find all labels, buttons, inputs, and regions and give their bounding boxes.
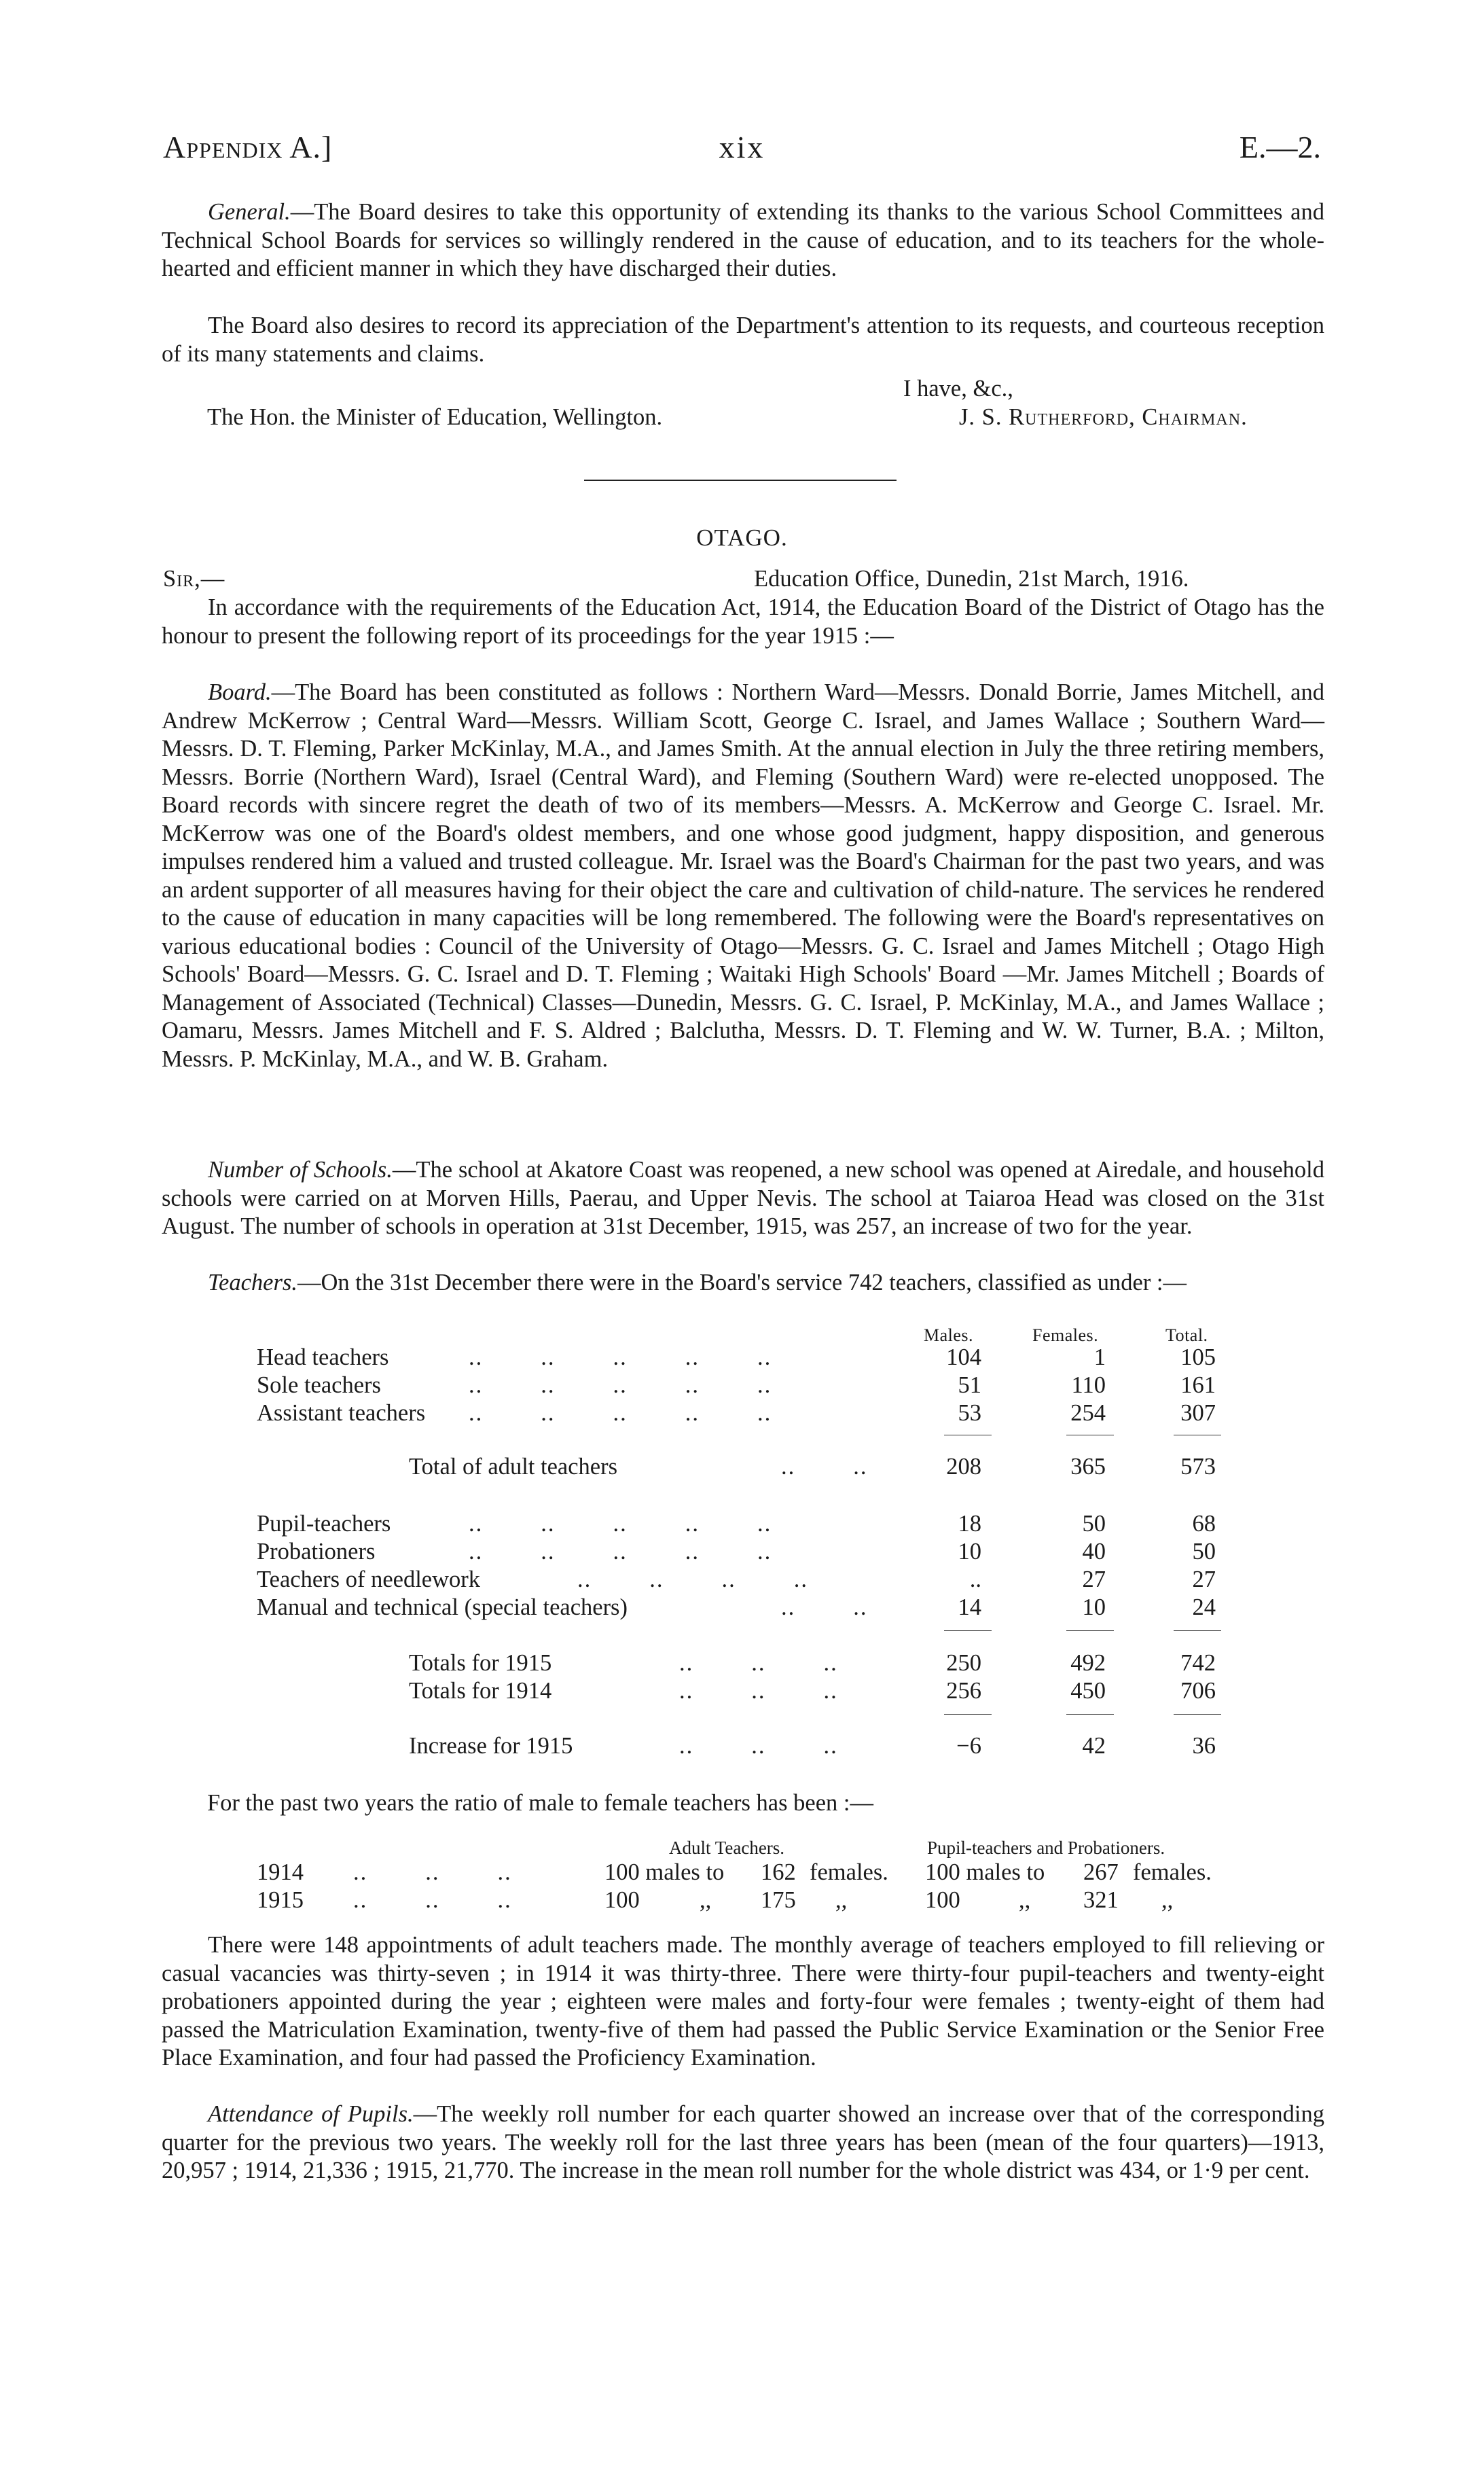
cell-females: 492 bbox=[1070, 1650, 1106, 1676]
intro-paragraph: In accordance with the requirements of the Education Act, 1914, the Education Board of the District of Otago has the honour to present the following report of its proceedings for the year 1915 :— bbox=[162, 594, 1324, 649]
leader-dots: .. .. .. .. .. bbox=[469, 1344, 772, 1370]
ratio-ditto: ,, bbox=[1161, 1887, 1174, 1913]
cell-total: 706 bbox=[1180, 1678, 1216, 1704]
cell-total: 307 bbox=[1180, 1400, 1216, 1426]
row-label: Teachers of needlework bbox=[257, 1567, 480, 1592]
ratio-ditto: ,, bbox=[835, 1887, 848, 1913]
row-label: Probationers bbox=[257, 1539, 376, 1564]
cell-total: 68 bbox=[1192, 1511, 1216, 1537]
cell-females: 10 bbox=[1082, 1594, 1106, 1620]
ratio-pupil-unit: females. bbox=[1133, 1859, 1212, 1885]
row-label: Manual and technical (special teachers) bbox=[257, 1594, 628, 1620]
cell-total: 27 bbox=[1192, 1567, 1216, 1592]
row-label: Pupil-teachers bbox=[257, 1511, 391, 1537]
board-text: —The Board has been constituted as follows : Northern Ward—Messrs. Donald Borrie, James Mitchell, and Andrew McKerrow ; Central Ward—Messrs. William Scott, George C. Israel, and James Wallace ; Southern Ward—Messrs. D. T. Fleming, Parker McKinlay, M.A., and James Smith. At the annual election in July the three retiring members, Messrs. Borrie (Northern Ward), Israel (Central Ward), and Fleming (Southern Ward) were re-elected unopposed. The Board records with sincere regret the death of two of its members—Messrs. A. McKerrow and George C. Israel. Mr. McKerrow was one of the Board's oldest members, and one whose good judgment, happy disposition, and generous impulses rendered him a valued and trusted colleague. Mr. Israel was the Board's Chairman for the past two years, and was an ardent supporter of all measures having for their object the care and cultivation of child-nature. The services he rendered to the cause of education in many capacities will be long remembered. The following were the Board's representatives on various educational bodies : Council of the University of Otago—Messrs. G. C. Israel and James Mitchell ; Otago High Schools' Board—Messrs. G. C. Israel and D. T. Fleming ; Waitaki High Schools' Board —Mr. James Mitchell ; Boards of Management of Associated (Technical) Classes—Dunedin, Messrs. G. C. Israel, P. McKinlay, M.A., and James Wallace ; Oamaru, Messrs. James Mitchell and F. S. Aldred ; Balclutha, Messrs. D. T. Fleming and W. W. Turner, B.A. ; Milton, Messrs. P. McKinlay, M.A., and W. B. Graham. bbox=[162, 679, 1324, 1072]
row-label-increase: Increase for 1915 bbox=[409, 1733, 573, 1759]
signatory: J. S. Rutherford, Chairman. bbox=[959, 404, 1248, 430]
appointments-paragraph: There were 148 appointments of adult teachers made. The monthly average of teachers employed to fill relieving or casual vacancies was thirty-seven ; in 1914 it was thirty-three. There were thirty-four pupil-teachers and twenty-eight probationers appointed during the year ; eighteen were males and forty-four were females ; twenty-eight of them had passed the Matriculation Examination, twenty-five of them had passed the Public Service Examination or the Senior Free Place Examination, and four had passed the Proficiency Examination. bbox=[162, 1932, 1324, 2071]
cell-females: 1 bbox=[1093, 1344, 1106, 1370]
schools-paragraph bbox=[162, 1156, 1324, 1241]
cell-females: 254 bbox=[1070, 1400, 1106, 1426]
leader-dots: .. .. .. bbox=[353, 1859, 512, 1885]
header-appendix: Appendix A.] bbox=[163, 130, 333, 164]
cell-males: −6 bbox=[956, 1733, 981, 1759]
cell-males: 51 bbox=[958, 1372, 981, 1398]
cell-females: 50 bbox=[1082, 1511, 1106, 1537]
otago-heading: OTAGO. bbox=[696, 524, 788, 551]
ratio-adult-males: 100 males to bbox=[604, 1859, 725, 1885]
cell-total: 161 bbox=[1180, 1372, 1216, 1398]
section-divider bbox=[584, 480, 897, 481]
leader-dots: .. .. .. .. bbox=[577, 1567, 808, 1592]
cell-females: 450 bbox=[1070, 1678, 1106, 1704]
cell-total: 50 bbox=[1192, 1539, 1216, 1564]
subtotal-rule bbox=[1066, 1630, 1114, 1631]
cell-total: 24 bbox=[1192, 1594, 1216, 1620]
cell-males: 14 bbox=[958, 1594, 981, 1620]
leader-dots: .. .. .. bbox=[353, 1887, 512, 1913]
cell-total: 105 bbox=[1180, 1344, 1216, 1370]
ratio-adult-males: 100 bbox=[604, 1887, 640, 1913]
ratio-year: 1914 bbox=[257, 1859, 304, 1885]
teachers-text: —On the 31st December there were in the Board's service 742 teachers, classified as under :— bbox=[297, 1270, 1187, 1295]
row-label: Assistant teachers bbox=[257, 1400, 426, 1426]
board-label: Board. bbox=[208, 679, 272, 705]
cell-males: 104 bbox=[946, 1344, 981, 1370]
cell-males: 18 bbox=[958, 1511, 981, 1537]
cell-males: 208 bbox=[946, 1454, 981, 1480]
header-paper-code: E.—2. bbox=[1239, 130, 1321, 164]
general-paragraph bbox=[162, 198, 1324, 283]
teachers-label: Teachers. bbox=[208, 1270, 297, 1295]
cell-females: 110 bbox=[1071, 1372, 1106, 1398]
cell-males: 250 bbox=[946, 1650, 981, 1676]
dateline: Education Office, Dunedin, 21st March, 1916. bbox=[754, 566, 1189, 592]
cell-females: 365 bbox=[1070, 1454, 1106, 1480]
ratio-pupil-males: 100 bbox=[925, 1887, 960, 1913]
addressee: The Hon. the Minister of Education, Wellington. bbox=[207, 404, 663, 430]
subtotal-rule bbox=[1174, 1630, 1221, 1631]
row-label: Head teachers bbox=[257, 1344, 389, 1370]
leader-dots: .. .. bbox=[781, 1594, 868, 1620]
leader-dots: .. .. .. bbox=[679, 1678, 838, 1704]
cell-total: 573 bbox=[1180, 1454, 1216, 1480]
subtotal-rule bbox=[944, 1630, 992, 1631]
ratio-adult-females: 162 bbox=[761, 1859, 796, 1885]
general-text: —The Board desires to take this opportunity of extending its thanks to the various School Committees and Technical School Boards for services so willingly rendered in the cause of education, and to its teachers for the whole-hearted and efficient manner in which they have discharged their duties. bbox=[162, 199, 1324, 281]
cell-males: 10 bbox=[958, 1539, 981, 1564]
subtotal-rule bbox=[1174, 1714, 1221, 1715]
header-page-number: xix bbox=[719, 130, 765, 164]
cell-females: 40 bbox=[1082, 1539, 1106, 1564]
leader-dots: .. .. bbox=[781, 1454, 868, 1480]
ratio-pupil-females: 267 bbox=[1083, 1859, 1119, 1885]
col-males: Males. bbox=[924, 1325, 974, 1345]
ratio-adult-unit: females. bbox=[810, 1859, 888, 1885]
subtotal-rule bbox=[944, 1714, 992, 1715]
attendance-label: Attendance of Pupils. bbox=[208, 2101, 414, 2127]
subtotal-rule bbox=[1066, 1714, 1114, 1715]
ratio-col-adult: Adult Teachers. bbox=[669, 1838, 785, 1858]
teachers-paragraph bbox=[162, 1269, 1324, 1298]
row-label-total: Totals for 1914 bbox=[409, 1678, 552, 1704]
attendance-paragraph bbox=[162, 2100, 1324, 2185]
running-header bbox=[163, 129, 1321, 183]
cell-females: 27 bbox=[1082, 1567, 1106, 1592]
attendance-text: —The weekly roll number for each quarter showed an increase over that of the corresponding quarter for the previous two years. The weekly roll for the last three years has been (mean of the four quarters)—1913, 20,957 ; 1914, 21,336 ; 1915, 21,770. The increase in the mean roll number for the whole district was 434, or 1·9 per cent. bbox=[162, 2101, 1324, 2183]
cell-males: 256 bbox=[946, 1678, 981, 1704]
col-females: Females. bbox=[1032, 1325, 1099, 1345]
ratio-adult-females: 175 bbox=[761, 1887, 796, 1913]
ratio-intro: For the past two years the ratio of male to female teachers has been :— bbox=[207, 1790, 873, 1816]
ratio-col-pupil: Pupil-teachers and Probationers. bbox=[927, 1838, 1165, 1858]
board-paragraph bbox=[162, 679, 1324, 1073]
cell-males: 53 bbox=[958, 1400, 981, 1426]
leader-dots: .. .. .. .. .. bbox=[469, 1511, 772, 1537]
ratio-ditto: ,, bbox=[700, 1887, 712, 1913]
general-label: General. bbox=[208, 199, 291, 225]
ratio-year: 1915 bbox=[257, 1887, 304, 1913]
leader-dots: .. .. .. .. .. bbox=[469, 1400, 772, 1426]
salutation: Sir,— bbox=[163, 566, 225, 592]
cell-total: 742 bbox=[1180, 1650, 1216, 1676]
leader-dots: .. .. .. bbox=[679, 1733, 838, 1759]
cell-females: 42 bbox=[1082, 1733, 1106, 1759]
row-label-total: Totals for 1915 bbox=[409, 1650, 552, 1676]
col-total: Total. bbox=[1165, 1325, 1208, 1345]
closing-i-have: I have, &c., bbox=[903, 376, 1013, 401]
ratio-ditto: ,, bbox=[1019, 1887, 1031, 1913]
schools-label: Number of Schools. bbox=[208, 1157, 393, 1183]
cell-males: .. bbox=[969, 1567, 981, 1592]
row-label-subtotal: Total of adult teachers bbox=[409, 1454, 617, 1480]
schools-text: —The school at Akatore Coast was reopened, a new school was opened at Airedale, and household schools were carried on at Morven Hills, Paerau, and Upper Nevis. The school at Taiaroa Head was closed on the 31st August. The number of schools in operation at 31st December, 1915, was 257, an increase of two for the year. bbox=[162, 1157, 1324, 1239]
appreciation-paragraph: The Board also desires to record its appreciation of the Department's attention to its requests, and courteous reception of its many statements and claims. bbox=[162, 312, 1324, 367]
row-label: Sole teachers bbox=[257, 1372, 381, 1398]
cell-total: 36 bbox=[1192, 1733, 1216, 1759]
leader-dots: .. .. .. .. .. bbox=[469, 1539, 772, 1564]
ratio-pupil-females: 321 bbox=[1083, 1887, 1119, 1913]
leader-dots: .. .. .. .. .. bbox=[469, 1372, 772, 1398]
ratio-pupil-males: 100 males to bbox=[925, 1859, 1045, 1885]
leader-dots: .. .. .. bbox=[679, 1650, 838, 1676]
